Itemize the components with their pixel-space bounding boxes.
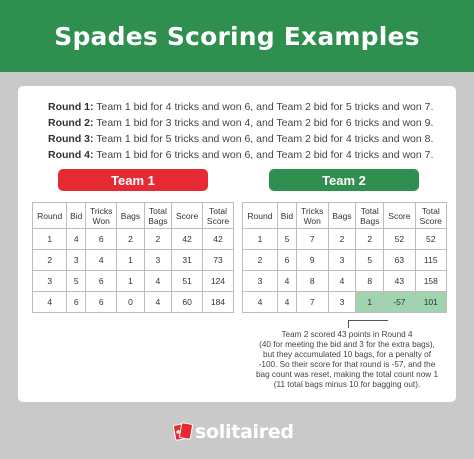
col-total-bags: Total Bags [144,203,171,229]
cell-total-bags: 4 [144,292,171,313]
cell-bags: 2 [117,229,144,250]
round-label: Round 2: [48,117,94,129]
cell-round: 4 [33,292,67,313]
table-header-row [33,203,234,229]
cell-total-score: 124 [203,271,234,292]
cell-total-score: 115 [415,250,446,271]
col-tricks-won: Tricks Won [296,203,328,229]
col-bags: Bags [328,203,356,229]
cell-tricks-won: 6 [86,229,117,250]
note-line: but they accumulated 10 bags, for a penalty of [263,350,431,359]
cell-score: 63 [384,250,415,271]
note-line: -100. So their score for that round is -57, and the [258,360,436,369]
cell-total-score: 73 [203,250,234,271]
cell-tricks-won: 9 [296,250,328,271]
cell-tricks-won: 6 [86,271,117,292]
table-row [33,271,234,292]
cell-bags: 3 [328,250,356,271]
cell-score: 43 [384,271,415,292]
round-line [48,99,448,115]
col-tricks-won: Tricks Won [86,203,117,229]
cell-round: 4 [243,292,278,313]
team2-label: Team 2 [269,169,419,191]
round-label: Round 3: [48,133,94,145]
cell-total-bags: 2 [356,229,384,250]
table-row [33,292,234,313]
cell-score-highlighted: -57 [384,292,415,313]
cell-round: 2 [243,250,278,271]
cell-bid: 5 [67,271,86,292]
cell-total-score-highlighted: 101 [415,292,446,313]
col-score: Score [384,203,415,229]
cell-bid: 4 [67,229,86,250]
cell-total-score: 42 [203,229,234,250]
round-line [48,131,448,147]
table-row [33,250,234,271]
cell-score: 51 [172,271,203,292]
col-total-score: Total Score [203,203,234,229]
round4-explanation-note [230,330,464,390]
table-header-row [243,203,447,229]
cell-round: 1 [33,229,67,250]
table-row [243,229,447,250]
cell-total-score: 52 [415,229,446,250]
round-text: Team 1 bid for 5 tricks and won 6, and Team 2 bid for 4 tricks and won 8. [96,133,434,145]
table-row [243,271,447,292]
brand-name: solitaired [195,421,294,443]
cell-score: 31 [172,250,203,271]
round-line [48,115,448,131]
cell-score: 60 [172,292,203,313]
team1-label: Team 1 [58,169,208,191]
cell-bid: 4 [277,292,296,313]
round-text: Team 1 bid for 6 tricks and won 6, and Team 2 bid for 4 tricks and won 7. [96,149,434,161]
col-bags: Bags [117,203,144,229]
rounds-description [48,99,448,163]
team1-score-table [32,202,234,313]
table-row [243,250,447,271]
round-line [48,147,448,163]
note-line: (11 total bags minus 10 for bagging out). [273,380,421,389]
cell-score: 52 [384,229,415,250]
callout-connector-stem [348,320,349,328]
col-total-score: Total Score [415,203,446,229]
callout-connector [348,320,388,321]
col-bid: Bid [67,203,86,229]
cell-total-score: 184 [203,292,234,313]
round-label: Round 4: [48,149,94,161]
cell-bid: 6 [277,250,296,271]
col-bid: Bid [277,203,296,229]
team2-score-table [242,202,447,313]
cell-bags: 1 [117,271,144,292]
brand-logo [174,420,294,444]
note-line: Team 2 scored 43 points in Round 4 [281,330,413,339]
page-title: Spades Scoring Examples [54,21,420,51]
cell-tricks-won: 7 [296,229,328,250]
cell-total-bags: 3 [144,250,171,271]
table-row [33,229,234,250]
col-total-bags: Total Bags [356,203,384,229]
cards-icon: ♠ [174,422,192,442]
cell-round: 3 [243,271,278,292]
cell-bid: 6 [67,292,86,313]
table-row [243,292,447,313]
content-card [18,86,456,402]
round-label: Round 1: [48,101,94,113]
cell-score: 42 [172,229,203,250]
cell-total-bags: 5 [356,250,384,271]
cell-bags: 3 [328,292,356,313]
round-text: Team 1 bid for 4 tricks and won 6, and Team 2 bid for 5 tricks and won 7. [96,101,434,113]
cell-bid: 5 [277,229,296,250]
cell-round: 2 [33,250,67,271]
note-line: bag count was reset, making the total count now 1 [255,370,439,379]
cell-round: 3 [33,271,67,292]
cell-total-score: 158 [415,271,446,292]
header-bar [0,0,474,72]
note-line: (40 for meeting the bid and 3 for the extra bags), [259,340,435,349]
col-round: Round [243,203,278,229]
cell-bags: 2 [328,229,356,250]
cell-round: 1 [243,229,278,250]
cell-total-bags-highlighted: 1 [356,292,384,313]
cell-bags: 0 [117,292,144,313]
cell-tricks-won: 4 [86,250,117,271]
cell-bid: 4 [277,271,296,292]
cell-bags: 1 [117,250,144,271]
col-round: Round [33,203,67,229]
cell-bags: 4 [328,271,356,292]
cell-total-bags: 2 [144,229,171,250]
cell-total-bags: 4 [144,271,171,292]
col-score: Score [172,203,203,229]
cell-tricks-won: 7 [296,292,328,313]
cell-tricks-won: 6 [86,292,117,313]
round-text: Team 1 bid for 3 tricks and won 4, and Team 2 bid for 6 tricks and won 9. [96,117,434,129]
cell-total-bags: 8 [356,271,384,292]
cell-tricks-won: 8 [296,271,328,292]
cell-bid: 3 [67,250,86,271]
